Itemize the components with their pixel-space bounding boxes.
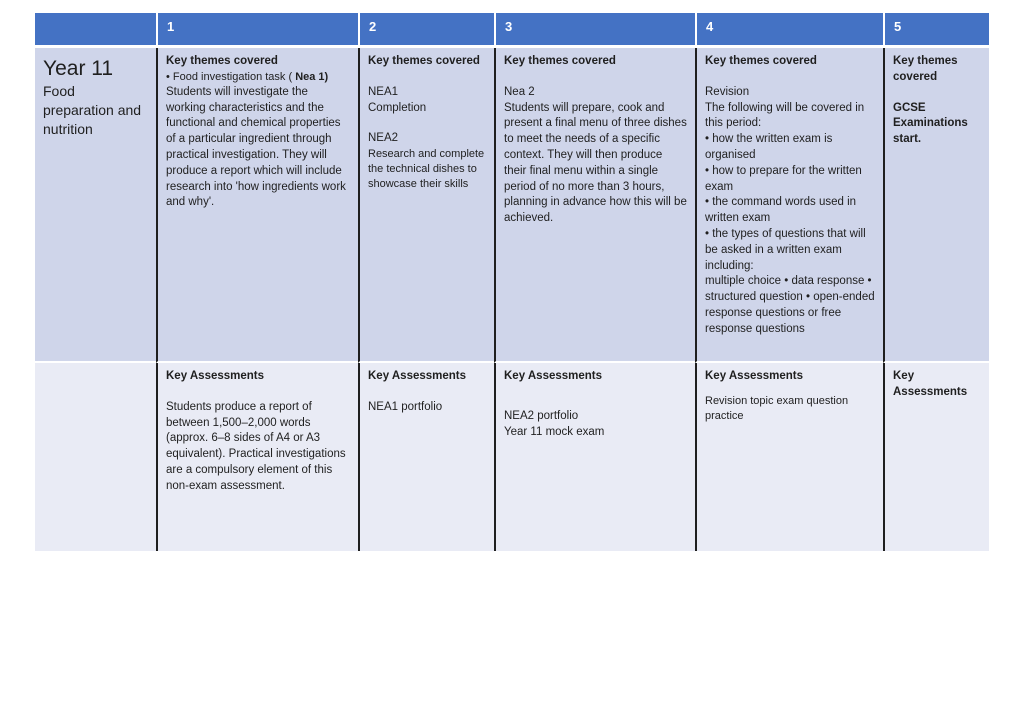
themes-cell-5 <box>883 48 989 363</box>
themes-title: Key themes covered <box>504 55 616 67</box>
mock-exam: Year 11 mock exam <box>504 425 605 438</box>
assessment-title: Key Assessments <box>166 370 265 382</box>
completion-label: Completion <box>368 101 427 114</box>
nea1-label: NEA1 <box>368 85 399 98</box>
nea2-portfolio: NEA2 portfolio <box>504 409 579 422</box>
revision-bullet: • how the written exam is organised <box>705 133 833 161</box>
curriculum-table <box>35 13 989 551</box>
themes-body: Students will prepare, cook and present a final menu of three dishes to meet the needs of a specific context. They will then produce their final menu within a single period of no more than 3 hours, planning in advance how this will be achieved. <box>504 101 687 225</box>
assessment-cell-2 <box>358 363 494 551</box>
assessment-title: Key Assessments <box>705 370 804 382</box>
header-col-1: 1 <box>156 13 358 48</box>
themes-cell-2 <box>358 48 494 363</box>
header-col-5: 5 <box>883 13 989 48</box>
row-label-cell <box>35 48 156 363</box>
themes-body: Students will investigate the working characteristics and the functional and chemical properties of a particular ingredient through practical investigation. They will produce a report which will include research into 'how ingredients work and why'. <box>166 85 346 209</box>
assessment-cell-1 <box>156 363 358 551</box>
themes-cell-4 <box>695 48 883 363</box>
themes-body: Research and complete the technical dishes to showcase their skills <box>368 148 485 191</box>
themes-title: Key themes covered <box>166 55 278 67</box>
subject-label: Food preparation and nutrition <box>43 83 142 137</box>
task-line: • Food investigation task ( Nea 1) <box>166 70 329 83</box>
revision-bullet: • the command words used in written exam <box>705 196 857 225</box>
assessment-cell-3 <box>494 363 695 551</box>
nea2-label: NEA2 <box>368 132 399 145</box>
revision-bullet: • how to prepare for the written exam <box>705 164 862 193</box>
assessment-body: Revision topic exam question practice <box>705 394 849 422</box>
revision-bullet: • the types of questions that will be asked in a written exam including: <box>705 227 866 272</box>
assessment-title: Key Assessments <box>504 370 603 382</box>
header-corner <box>35 13 156 48</box>
themes-cell-3 <box>494 48 695 363</box>
themes-title: Key themes covered <box>368 55 480 67</box>
themes-title: Key themes covered <box>705 55 817 67</box>
assessment-label-cell <box>35 363 156 551</box>
header-col-2: 2 <box>358 13 494 48</box>
themes-title: Key themes covered <box>893 55 958 83</box>
revision-label: Revision <box>705 85 750 98</box>
assessment-cell-5 <box>883 363 989 551</box>
assessment-body: NEA1 portfolio <box>368 400 443 413</box>
header-col-4: 4 <box>695 13 883 48</box>
assessment-cell-4 <box>695 363 883 551</box>
assessment-body: Students produce a report of between 1,500–2,000 words (approx. 6–8 sides of A4 or A3 equivalent). Practical investigations are a compulsory element of this non-exam assessment. <box>166 400 346 492</box>
themes-cell-1 <box>156 48 358 363</box>
nea2-label: Nea 2 <box>504 85 535 98</box>
assessment-title: Key Assessments <box>368 370 467 382</box>
header-col-3: 3 <box>494 13 695 48</box>
revision-intro: The following will be covered in this period: <box>705 101 865 130</box>
assessment-title: Key Assessments <box>893 370 968 398</box>
exam-start-note: GCSE Examinations start. <box>893 101 968 146</box>
question-types: multiple choice • data response • structured question • open-ended response questions or free response questions <box>705 275 875 335</box>
year-label: Year 11 <box>43 57 114 80</box>
